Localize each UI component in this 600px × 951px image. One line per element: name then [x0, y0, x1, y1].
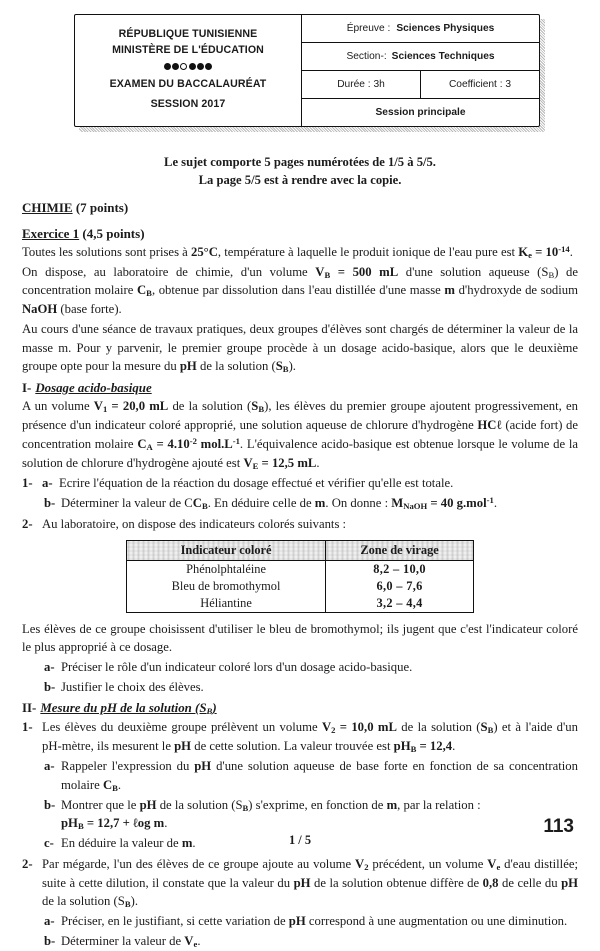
s2-q1b-marker: b- [44, 797, 56, 812]
q1b-part-c: . On donne : [325, 496, 392, 511]
s2-q1c-marker: c- [44, 836, 54, 851]
section-1-heading [22, 381, 578, 396]
q1b-part-b: . En déduire celle de [207, 496, 315, 511]
question-1-content [42, 474, 578, 493]
question-2a-text: Préciser le rôle d'un indicateur coloré lors d'un dosage acido-basique. [61, 659, 413, 674]
table-row [127, 560, 474, 578]
s2q2a-part-a: Préciser, en le justifiant, si cette variation de [61, 914, 289, 929]
q1b-part-d: . [493, 496, 497, 511]
page-number: 1 / 5 [288, 833, 312, 847]
vb-value: $V_B = 500$ mL [315, 264, 399, 280]
cb-symbol-s2: $C_B$ [102, 777, 118, 793]
s2q2-part-d: de la solution obtenue diffère de [310, 875, 483, 890]
s2q1b-m: m [386, 797, 398, 812]
section-row [302, 43, 539, 71]
section-2-question-1 [22, 718, 578, 756]
republic-line: RÉPUBLIQUE TUNISIENNE [118, 28, 258, 41]
question-1 [22, 474, 578, 493]
section-2-title: Mesure du pH de la solution $(S_B)$ [40, 701, 217, 717]
question-1b-marker: b- [44, 496, 56, 511]
q1b-part-a: Déterminer la valeur de C [61, 496, 193, 511]
hcl-symbol: HCℓ [477, 417, 502, 432]
question-1a-text: Ecrire l'équation de la réaction du dosage effectué et vérifier qu'elle est totale. [59, 476, 454, 491]
ve-symbol-q2: $V_e$ [487, 856, 501, 873]
question-2b-marker: b- [44, 679, 56, 694]
ph-symbol-s2: pH [174, 739, 192, 754]
question-1b-text [61, 494, 578, 513]
question-2a [22, 658, 578, 677]
s2q1a-ph: pH [194, 759, 212, 774]
s2-q2b-text [61, 932, 578, 951]
v2-value: $V_2 = 10,0$ mL [321, 720, 397, 736]
sb-sub-q2: B [124, 899, 131, 910]
s2q2-part-c: d'eau distillée; suite à cette dilution, il constate que la valeur du [42, 856, 578, 890]
s2q1b-part-c: ) s'exprime, en fonction de [248, 797, 387, 812]
indicators-table [126, 540, 474, 613]
chimie-title: CHIMIE [22, 199, 73, 215]
intro-p1-part-a: Toutes les solutions sont prises à [22, 244, 191, 259]
table-header-row [127, 540, 474, 560]
indicator-name: Bleu de bromothymol [127, 578, 326, 595]
s2q1c-m: m [181, 836, 193, 851]
indicator-zone: 6,0 – 7,6 [326, 578, 474, 595]
q1b-mass: m [314, 496, 326, 511]
chimie-points: (7 points) [75, 199, 129, 215]
mass-symbol: m [444, 283, 455, 298]
intro-paragraph-2: On dispose, au laboratoire de chimie, d'un volume $V_B = 500$ mL d'une solution aqueuse $(S_B)$ de concentration molaire $C_B$, obtenue par dissolution dans l'eau distillée d'une masse m d'hydroxyde de sodium NaOH (base forte). [22, 264, 579, 317]
question-1b [22, 494, 578, 513]
table-row [127, 595, 474, 613]
section-1-title: Dosage acido-basique [35, 381, 152, 396]
s2q1a-part-c: . [117, 777, 122, 792]
section-2-q1a [22, 757, 578, 795]
section-2-q1-text: Les élèves du deuxième groupe prélèvent un volume $V_2 = 10,0$ mL de la solution $(S_B)$ et à l'aide d'un pH-mètre, ils mesurent le pH de cette solution. La valeur trouvée est $pH_B = 12,4$. [42, 720, 578, 755]
session-type-value: Session principale [375, 107, 466, 118]
intro-paragraph-1 [22, 243, 578, 262]
s2q2-part-a: Par mégarde, l'un des élèves de ce groupe ajoute au volume [42, 856, 356, 871]
indicators-table-wrapper [22, 540, 578, 613]
notice-line-2: La page 5/5 est à rendre avec la copie. [198, 172, 402, 187]
question-1a-marker: a- [42, 476, 53, 491]
s2q1c-part-b: . [192, 836, 196, 851]
s2-q1a-marker: a- [44, 759, 55, 774]
ph-relation-formula: $pH_B = 12,7$ + ℓog m [61, 816, 165, 832]
s2q1b-part-b: de la solution (S [156, 797, 243, 812]
s2q2-ph-1: pH [293, 875, 311, 890]
intro-p1-end: . [569, 244, 573, 259]
pages-notice [22, 154, 578, 190]
section-2-number: II- [22, 701, 37, 716]
table-header-zone: Zone de virage [326, 540, 474, 560]
ke-symbol: $K_e$ [518, 244, 532, 260]
s2-q2a-marker: a- [44, 914, 55, 929]
cb-symbol: $C_B$ [137, 283, 152, 299]
question-2a-marker: a- [44, 659, 55, 674]
question-2-text: Au laboratoire, on dispose des indicateurs colorés suivants : [42, 516, 347, 531]
intro-p2-part-a: On dispose, au laboratoire de chimie, d'un volume [22, 264, 316, 279]
epreuve-row [302, 15, 539, 43]
duree-cell: Durée : 3h [302, 71, 421, 98]
sb-symbol-s2: $S_B$ [480, 720, 494, 736]
question-2b [22, 678, 578, 697]
epreuve-label: Épreuve : [346, 23, 391, 34]
s2-q2a-text [61, 912, 578, 931]
intro-p1-part-b: , température à laquelle le produit ionique de l'eau pure est [217, 244, 519, 259]
section-value: Sciences Techniques [391, 51, 495, 62]
s2-q1a-text [61, 757, 578, 795]
s2q1a-part-b: d'une solution aqueuse de base forte en fonction de sa concentration molaire [61, 759, 578, 792]
notice-line-1: Le sujet comporte 5 pages numérotées de 1/5 à 5/5. [164, 155, 436, 169]
s2q1a-part-a: Rappeler l'expression du [61, 759, 195, 774]
exercice-title: Exercice 1 [22, 225, 80, 241]
section-2-heading [22, 701, 578, 716]
ca-value: $C_A = 4.10^{-2}$ $mol.L^{-1}$ [137, 435, 240, 452]
naoh-symbol: NaOH [22, 302, 58, 317]
s2q2-part-e: de celle du [498, 875, 562, 890]
ke-value: = $10^{-14}$ [531, 243, 570, 259]
ve-symbol-q2b: $V_e$ [184, 934, 198, 950]
s2q1b-part-a: Montrer que le [61, 797, 140, 812]
temperature-value: 25°C [190, 244, 218, 259]
s2q2-part-g: ). [130, 894, 138, 909]
indicator-zone: 8,2 – 10,0 [326, 560, 474, 578]
section-2-q2-text [42, 855, 578, 911]
section-1-paragraph: A un volume $V_1 = 20,0$ mL de la solution $(S_B)$, les élèves du premier groupe ajoutent progressivement, en présence d'un indicateur coloré approprié, une solution aqueuse de chlorure d'hydrogène HCℓ (acide fort) de concentration molaire $C_A = 4.10^{-2}$ $mol.L^{-1}$. L'équivalence acido-basique est obtenue lorsque le volume de la solution de chlorure d'hydrogène ajouté est $V_E = 12,5$ mL. [22, 399, 578, 471]
sb-symbol-intro: $S_B$ [275, 359, 289, 375]
corner-page-stamp: 113 [543, 816, 574, 837]
table-row [127, 578, 474, 595]
session-year-line: SESSION 2017 [150, 98, 226, 111]
exercice-heading [22, 226, 578, 242]
ve-equivalence-value: $V_E = 12,5$ mL [243, 455, 317, 471]
s2q2b-part-a: Déterminer la valeur de [61, 934, 185, 948]
question-1-marker: 1- [22, 476, 33, 491]
s2q1b-part-d: , par la relation : [397, 797, 481, 812]
table-header-indicator: Indicateur coloré [127, 540, 326, 560]
header-table [74, 14, 540, 127]
ph-difference-value: 0,8 [482, 875, 499, 890]
section-2-q2-marker: 2- [22, 856, 33, 871]
s2q2-part-b: précédent, un volume [368, 856, 488, 871]
question-2 [22, 515, 578, 534]
s2q2b-part-b: . [197, 934, 201, 948]
s2-q2b-marker: b- [44, 934, 56, 948]
cb-symbol-q1b: $C_B$ [192, 496, 208, 512]
page-footer [0, 812, 600, 852]
s2q2a-ph: pH [288, 914, 306, 929]
exam-name-line: EXAMEN DU BACCALAURÉAT [109, 78, 267, 90]
exercice-points: (4,5 points) [82, 225, 145, 241]
v1-value: $V_1 = 20,0$ mL [93, 399, 169, 415]
s2q2-ph-2: pH [561, 875, 579, 890]
phb-value: $pH_B = 12,4$ [393, 739, 453, 755]
header-institution-block [75, 15, 302, 126]
indicator-name: Phénolphtaléine [127, 560, 326, 578]
s2q1b-part-e: . [164, 816, 168, 831]
intro-paragraph-3: Au cours d'une séance de travaux pratiques, deux groupes d'élèves sont chargés de déterminer la valeur de la masse m. Pour y parvenir, le premier groupe procède à un dosage acido-basique, alors que le deuxième groupe opte pour la mesure du pH de la solution $(S_B)$. [22, 321, 578, 375]
section-2-q2a [22, 912, 578, 931]
exam-header [74, 14, 540, 127]
epreuve-value: Sciences Physiques [396, 23, 495, 34]
duree-coefficient-row [302, 71, 539, 99]
document-page [0, 14, 600, 950]
ministry-line: MINISTÈRE DE L'ÉDUCATION [112, 43, 264, 56]
section-1-number: I- [22, 381, 32, 396]
header-info-block [302, 15, 539, 126]
coefficient-cell: Coefficient : 3 [448, 79, 512, 90]
s2q1c-part-a: En déduire la valeur de [61, 836, 182, 851]
s2q1b-ph: pH [139, 797, 157, 812]
question-2-marker: 2- [22, 516, 33, 531]
after-table-paragraph: Les élèves de ce groupe choisissent d'utiliser le bleu de bromothymol; ils jugent que c'est l'indicateur coloré le plus approprié à ce dosage. [22, 621, 578, 655]
section-2-q2b [22, 932, 578, 951]
ph-symbol-intro: pH [179, 359, 197, 374]
session-type-row [302, 99, 539, 126]
s2q2a-part-b: correspond à une augmentation ou une diminution. [305, 914, 568, 929]
indicator-zone: 3,2 – 4,4 [326, 595, 474, 613]
indicator-name: Héliantine [127, 595, 326, 613]
section-2-q1-marker: 1- [22, 720, 33, 735]
section-label: Section-: [346, 51, 387, 62]
dots-separator-icon [79, 62, 297, 71]
sb-sub-s2b: B [242, 802, 249, 813]
chimie-heading [22, 200, 578, 216]
section-2-question-2 [22, 855, 578, 911]
molar-mass-value: $M_{NaOH} = 40$ g.mol$^{-1}$ [391, 495, 494, 512]
sb-symbol-s1: $S_B$ [251, 399, 265, 415]
question-2b-text: Justifier le choix des élèves. [61, 679, 204, 694]
s2q2-part-f: de la solution (S [42, 894, 125, 909]
v2-symbol-q2: $V_2$ [355, 856, 369, 873]
s2q1-part-a: Les élèves du deuxième groupe prélèvent un volume [42, 720, 322, 735]
